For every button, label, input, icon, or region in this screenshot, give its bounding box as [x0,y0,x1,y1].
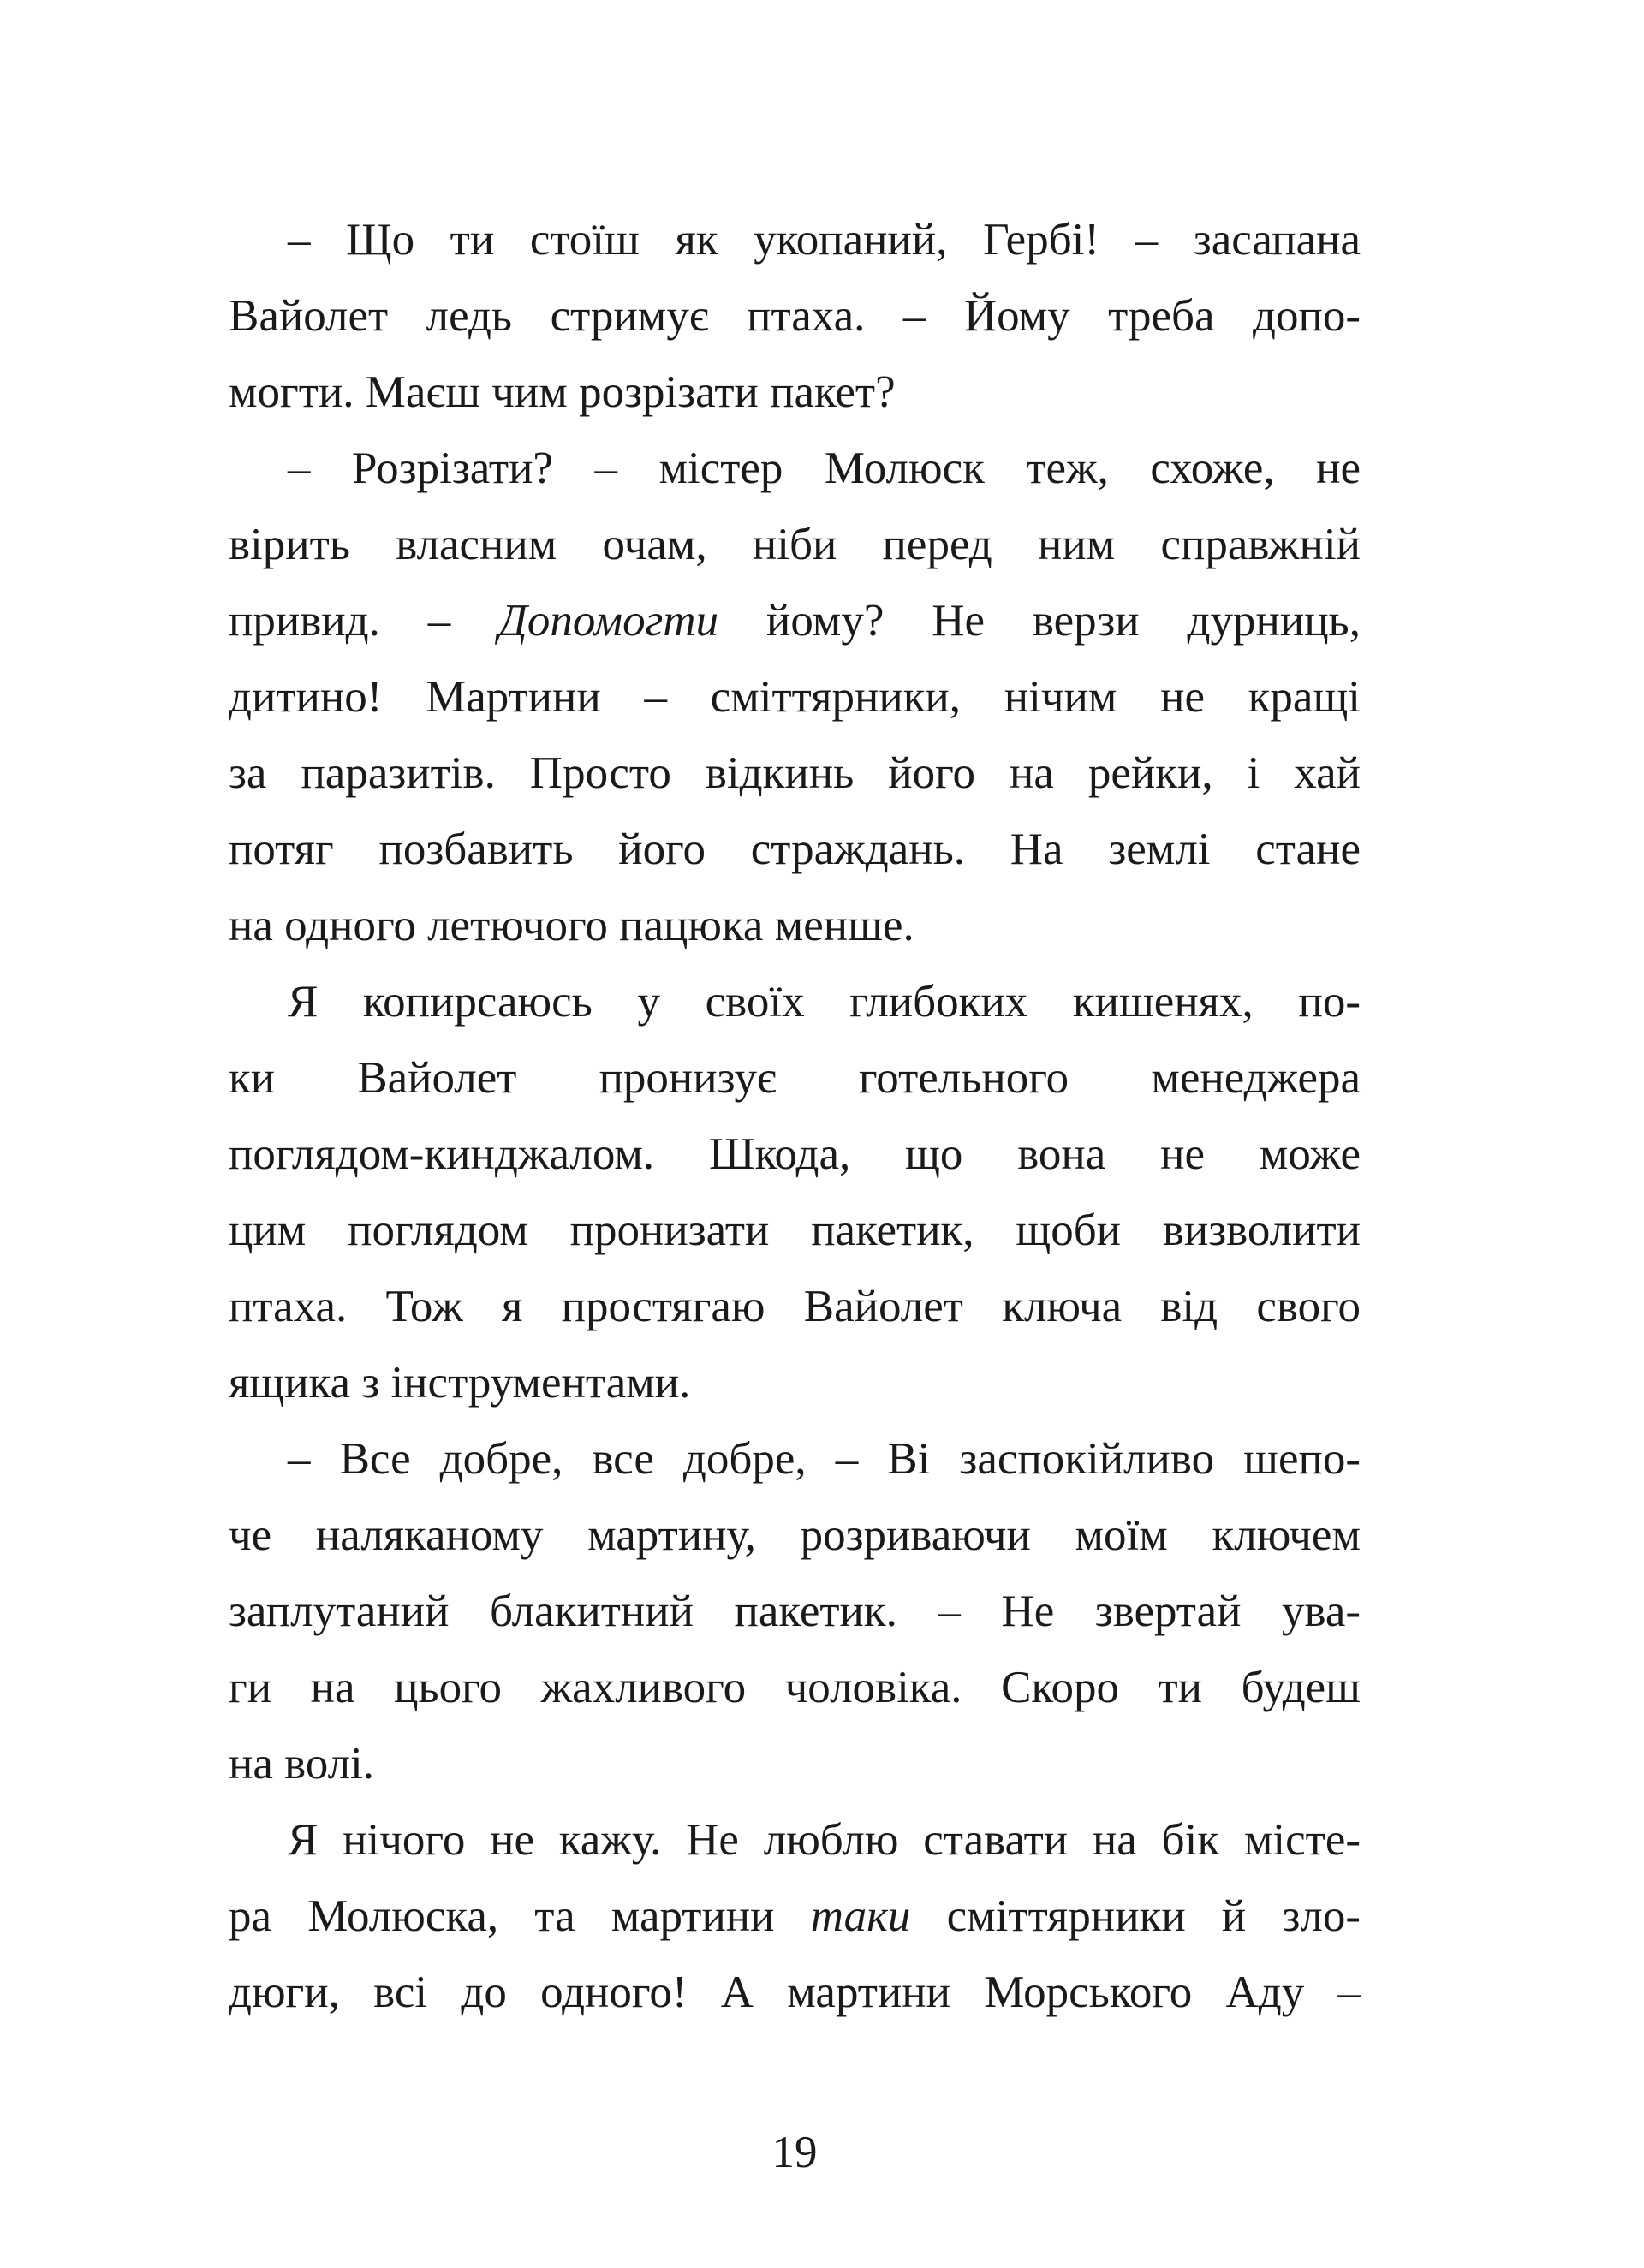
text-line [229,1116,1361,1193]
text-line-content: Я нічого не кажу. Не люблю ставати на бік місте- [288,1815,1361,1865]
text-line [229,1040,1361,1116]
paragraph [229,1802,1361,2031]
text-line [229,1726,1361,1802]
paragraph [229,964,1361,1421]
text-line [229,1345,1361,1421]
text-line [229,1955,1361,2031]
text-line [229,278,1361,354]
text-line [229,1802,1361,1878]
text-line [229,1574,1361,1650]
text-line-content: могти. Маєш чим розрізати пакет? [229,367,896,417]
text-line [229,507,1361,583]
text-line-content: Я копирсаюсь у своїх глибоких кишенях, по- [288,977,1361,1027]
text-line [229,735,1361,812]
paragraph [229,202,1361,431]
italic-emphasis: таки [810,1891,911,1941]
text-line-content: потяг позбавить його страждань. На землі стане [229,824,1361,874]
text-line-content: на волі. [229,1739,375,1789]
text-line-content: вірить власним очам, ніби перед ним справжній [229,520,1361,569]
text-line-content [229,1878,1361,1955]
text-line-content: дитино! Мартини – сміттярники, нічим не кращі [229,672,1361,722]
text-line-content: на одного летючого пацюка менше. [229,901,914,950]
text-line-content: – Що ти стоїш як укопаний, Гербі! – засапана [288,215,1361,265]
text-line [229,202,1361,278]
text-line-content: ящика з інструментами. [229,1358,691,1408]
text-line-content: заплутаний блакитний пакетик. – Не звертай ува- [229,1586,1361,1636]
italic-emphasis: Допомогти [498,596,719,646]
text-line [229,1193,1361,1269]
text-line-content: Вайолет ледь стримує птаха. – Йому треба допо- [229,291,1361,341]
text-line-content: ки Вайолет пронизує готельного менеджера [229,1053,1361,1103]
text-line [229,431,1361,507]
text-line-content: – Все добре, все добре, – Ві заспокійливо шепо- [288,1434,1361,1484]
text-segment: йому? Не верзи дурниць, [718,596,1361,646]
text-line [229,354,1361,431]
text-segment: ра Молюска, та мартини [229,1891,811,1941]
text-line-content: дюги, всі до одного! А мартини Морського Аду – [229,1967,1361,2017]
text-line [229,1421,1361,1497]
text-line [229,812,1361,888]
text-line [229,1650,1361,1726]
text-segment: привид. – [229,596,499,646]
text-line-content [229,583,1361,659]
text-line [229,1878,1361,1955]
text-line [229,583,1361,659]
text-line-content: ги на цього жахливого чоловіка. Скоро ти будеш [229,1663,1361,1712]
page-number: 19 [771,2128,818,2177]
text-line-content: за паразитів. Просто відкинь його на рейки, і хай [229,748,1361,798]
text-line-content: птаха. Тож я простягаю Вайолет ключа від свого [229,1282,1361,1331]
text-segment: сміттярники й зло- [910,1891,1361,1941]
text-line [229,1269,1361,1345]
paragraph [229,431,1361,964]
text-line [229,888,1361,964]
text-line-content: – Розрізати? – містер Молюск теж, схоже, не [288,443,1361,493]
text-line [229,1497,1361,1574]
text-line-content: че наляканому мартину, розриваючи моїм ключем [229,1510,1361,1560]
text-line [229,659,1361,735]
page-body-text [229,202,1361,2031]
paragraph [229,1421,1361,1802]
text-line-content: поглядом-кинджалом. Шкода, що вона не може [229,1129,1361,1179]
text-line [229,964,1361,1040]
text-line-content: цим поглядом пронизати пакетик, щоби визволити [229,1205,1361,1255]
